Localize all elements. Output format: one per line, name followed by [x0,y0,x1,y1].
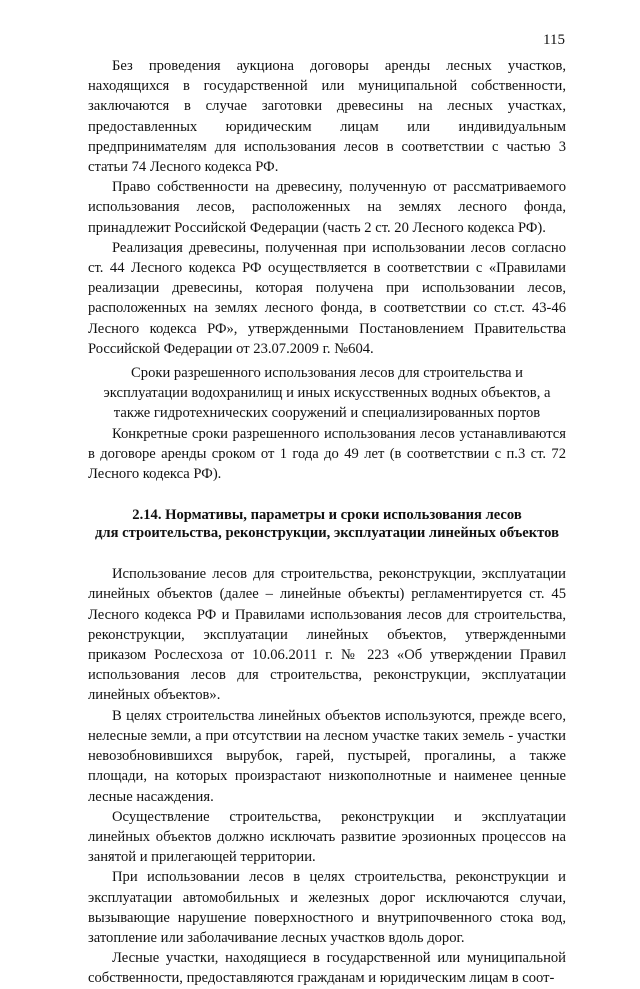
section-heading-line: 2.14. Нормативы, параметры и сроки использования лесов [132,507,522,524]
section-heading-line: для строительства, реконструкции, эксплуатации линейных объектов [95,525,559,542]
page-content [88,56,566,989]
paragraph: Использование лесов для строительства, реконструкции, эксплуатации линейных объектов (далее – линейные объекты) регламентируется ст. 45 Лесного кодекса РФ и Правилами использования лесов для строительства, реконструкции, эксплуатации линейных объектов, утвержденными приказом Рослесхоза от 10.06.2011 г. № 223 «Об утверждении Правил использования лесов для строительства, реконструкции, эксплуатации линейных объектов». [88,566,566,704]
paragraph: При использовании лесов в целях строительства, реконструкции и эксплуатации автомобильных и железных дорог исключаются случаи, вызывающие нарушение поверхностного и внутрипочвенного стока вод, затопление или заболачивание лесных участков вдоль дорог. [88,869,566,946]
section-heading [88,506,566,542]
paragraph: Реализация древесины, полученная при использовании лесов согласно ст. 44 Лесного кодекса РФ осуществляется в соответствии с «Правилами реализации древесины, которая получена при использовании лесов, расположенных на землях лесного фонда, в соответствии со ст.ст. 43-46 Лесного кодекса РФ», утвержденными Постановлением Правительства Российской Федерации от 23.07.2009 г. №604. [88,239,566,357]
paragraph: Осуществление строительства, реконструкции и эксплуатации линейных объектов должно исключать развитие эрозионных процессов на занятой и прилегающей территории. [88,808,566,866]
paragraph: Лесные участки, находящиеся в государственной или муниципальной собственности, предоставляются гражданам и юридическим лицам в соот- [88,950,566,987]
subheading: Сроки разрешенного использования лесов для строительства и эксплуатации водохранилищ и иных искусственных водных объектов, а также гидротехнических сооружений и специализированных портов [103,365,551,422]
page-number: 115 [543,32,565,48]
paragraph: Право собственности на древесину, полученную от рассматриваемого использования лесов, расположенных на землях лесного фонда, принадлежит Российской Федерации (часть 2 ст. 20 Лесного кодекса РФ). [88,179,566,236]
paragraph: В целях строительства линейных объектов используются, прежде всего, нелесные земли, а при отсутствии на лесном участке таких земель - участки невозобновившихся вырубок, гарей, пустырей, прогалины, а также площади, на которых произрастают низкополнотные и наименее ценные лесные насаждения. [88,707,566,805]
paragraph: Конкретные сроки разрешенного использования лесов устанавливаются в договоре аренды сроком от 1 года до 49 лет (в соответствии с п.3 ст. 72 Лесного кодекса РФ). [88,425,566,483]
paragraph: Без проведения аукциона договоры аренды лесных участков, находящихся в государственной или муниципальной собственности, заключаются в случае заготовки древесины на лесных участках, предоставленных юридическим лицам или индивидуальным предпринимателям для использования лесов в соответствии с частью 3 статьи 74 Лесного кодекса РФ. [88,58,566,176]
